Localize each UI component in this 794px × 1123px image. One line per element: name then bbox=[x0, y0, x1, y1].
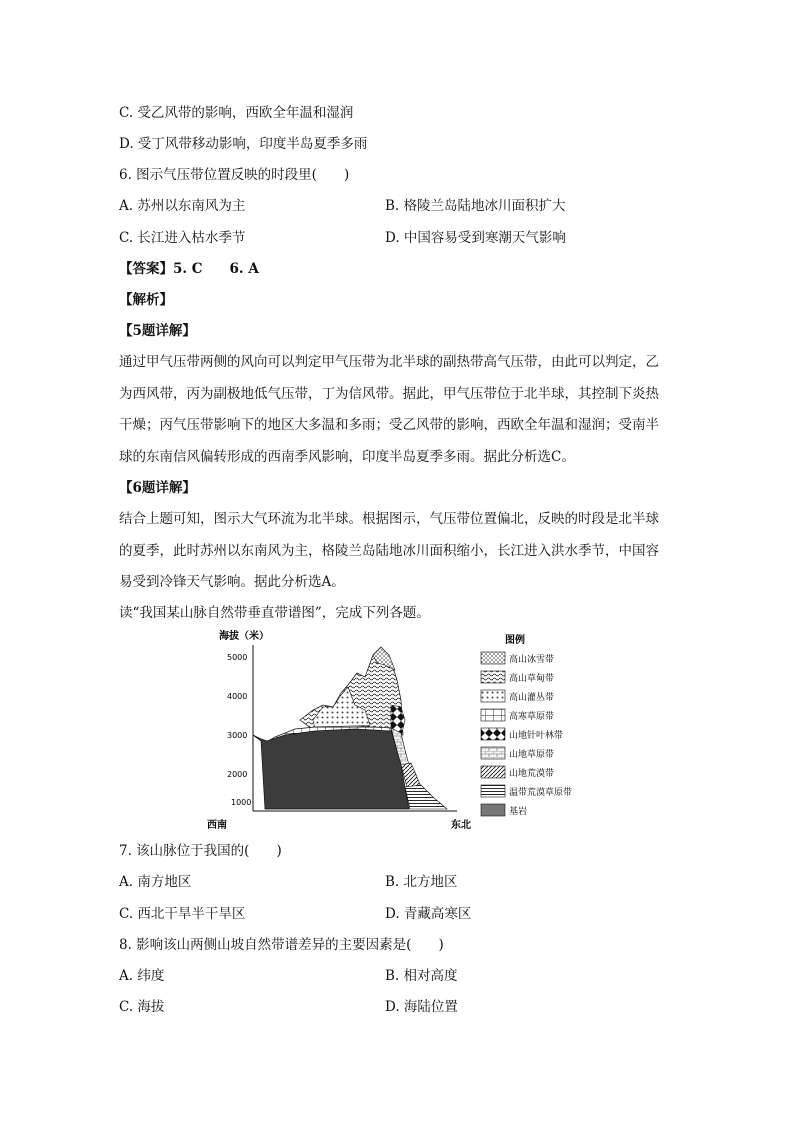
y-tick-label: 5000 bbox=[227, 653, 248, 662]
zone-bedrock bbox=[253, 729, 409, 809]
q5-option-c: C. 受乙风带的影响，西欧全年温和湿润 bbox=[119, 105, 354, 121]
analysis-heading: 【解析】 bbox=[119, 292, 173, 308]
y-ticks bbox=[227, 653, 251, 807]
q5-explanation-line: 通过甲气压带两侧的风向可以判定甲气压带为北半球的副热带高气压带，由此可以判定，乙 bbox=[119, 354, 659, 370]
q6-explanation-line: 易受到冷锋天气影响。据此分析选A。 bbox=[119, 574, 345, 590]
legend-label: 温带荒漠草原带 bbox=[509, 788, 573, 798]
q5-explanation-line: 球的东南信风偏转形成的西南季风影响，印度半岛夏季多雨。据此分析选C。 bbox=[119, 448, 575, 465]
q7-option-a: A. 南方地区 bbox=[119, 874, 192, 890]
x-label-northeast: 东北 bbox=[451, 820, 471, 831]
q6-heading: 【6题详解】 bbox=[119, 480, 196, 496]
legend-swatch bbox=[481, 690, 505, 702]
legend-label: 高山草甸带 bbox=[509, 674, 555, 684]
q8-option-b: B. 相对高度 bbox=[385, 968, 458, 984]
q5-explanation bbox=[119, 347, 675, 473]
legend-title: 图例 bbox=[505, 635, 525, 646]
q8-option-d: D. 海陆位置 bbox=[385, 999, 458, 1015]
legend-label: 山地针叶林带 bbox=[509, 731, 564, 741]
q8-stem: 8. 影响该山两侧山坡自然带谱差异的主要因素是( ) bbox=[119, 937, 444, 953]
y-tick-label: 2000 bbox=[227, 770, 248, 779]
legend-label: 山地草原带 bbox=[509, 750, 555, 760]
vertical-zonation-diagram bbox=[205, 625, 605, 835]
y-axis-label: 海拔（米） bbox=[219, 631, 269, 642]
q5-explanation-line: 干燥；丙气压带影响下的地区大多温和多雨；受乙风带的影响，西欧全年温和湿润；受南半 bbox=[119, 417, 659, 433]
legend-swatch bbox=[481, 785, 505, 797]
q6-explanation bbox=[119, 504, 675, 599]
q7-stem: 7. 该山脉位于我国的( ) bbox=[119, 843, 282, 859]
q6-explanation-line: 结合上题可知，图示大气环流为北半球。根据图示，气压带位置偏北，反映的时段是北半球 bbox=[119, 511, 659, 527]
legend-swatch bbox=[481, 728, 505, 740]
legend bbox=[481, 652, 572, 817]
q6-option-c: C. 长江进入枯水季节 bbox=[119, 230, 246, 246]
q7-option-d: D. 青藏高寒区 bbox=[385, 906, 472, 922]
q7-option-b: B. 北方地区 bbox=[385, 874, 458, 890]
q6-option-d: D. 中国容易受到寒潮天气影响 bbox=[385, 230, 566, 246]
q5-explanation-line: 为西风带，丙为副极地低气压带，丁为信风带。据此，甲气压带位于北半球，其控制下炎热 bbox=[119, 385, 659, 402]
y-tick-label: 3000 bbox=[227, 731, 248, 740]
legend-swatch bbox=[481, 652, 505, 664]
legend-swatch bbox=[481, 804, 505, 816]
legend-label: 高寒草原带 bbox=[509, 712, 555, 722]
q6-explanation-line: 的夏季，此时苏州以东南风为主，格陵兰岛陆地冰川面积缩小，长江进入洪水季节，中国容 bbox=[119, 542, 659, 559]
answer-line: 【答案】5. C 6. A bbox=[119, 261, 259, 277]
legend-swatch bbox=[481, 766, 505, 778]
q7-option-c: C. 西北干旱半干旱区 bbox=[119, 906, 246, 922]
q6-option-b: B. 格陵兰岛陆地冰川面积扩大 bbox=[385, 198, 566, 214]
y-tick-label: 1000 bbox=[231, 798, 252, 807]
q8-option-a: A. 纬度 bbox=[119, 968, 165, 984]
q6-stem: 6. 图示气压带位置反映的时段里( ) bbox=[119, 167, 350, 183]
legend-label: 山地荒漠带 bbox=[509, 769, 555, 779]
q5-heading: 【5题详解】 bbox=[119, 323, 196, 339]
legend-label: 高山冰雪带 bbox=[509, 655, 555, 665]
legend-swatch bbox=[481, 671, 505, 683]
legend-label: 高山灌丛带 bbox=[509, 693, 555, 703]
legend-swatch bbox=[481, 709, 505, 721]
q6-option-a: A. 苏州以东南风为主 bbox=[119, 198, 246, 214]
zone-temperate-desert-steppe bbox=[405, 785, 447, 809]
q8-option-c: C. 海拔 bbox=[119, 999, 165, 1015]
legend-label: 基岩 bbox=[509, 807, 528, 817]
q5-option-d: D. 受丁风带移动影响，印度半岛夏季多雨 bbox=[119, 136, 368, 152]
legend-swatch bbox=[481, 747, 505, 759]
y-tick-label: 4000 bbox=[227, 692, 248, 701]
x-label-southwest: 西南 bbox=[207, 820, 227, 831]
intro-line: 读“我国某山脉自然带垂直带谱图”，完成下列各题。 bbox=[119, 605, 430, 621]
